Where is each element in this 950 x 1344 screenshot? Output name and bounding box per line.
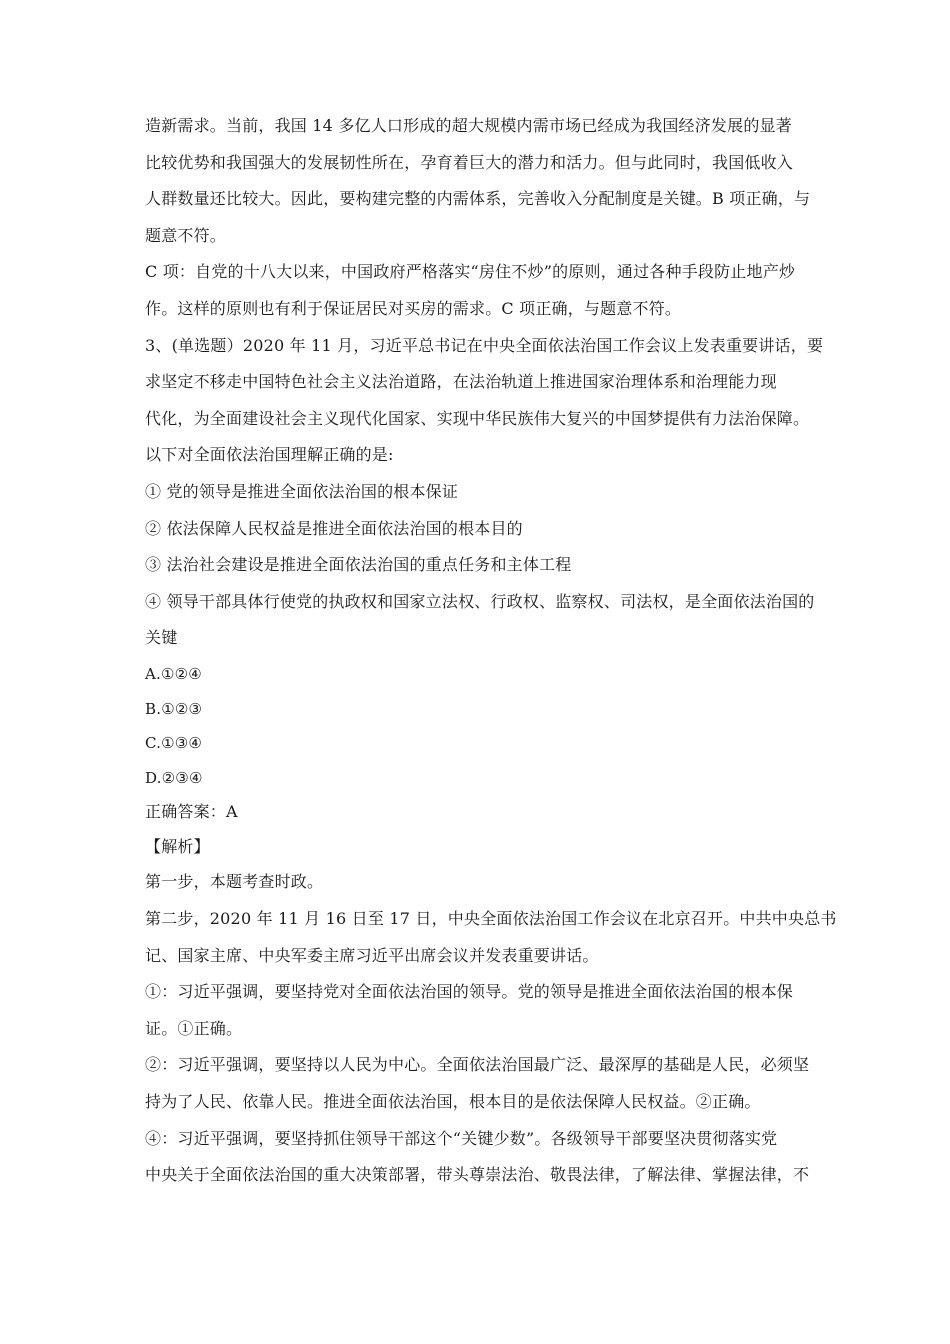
answer-option-c: C.①③④	[145, 734, 203, 753]
question-prompt: 以下对全面依法治国理解正确的是:	[145, 445, 394, 465]
paragraph-line: 人群数量还比较大。因此，要构建完整的内需体系，完善收入分配制度是关键。B 项正确，与	[145, 189, 811, 209]
analysis-line: 记、国家主席、中央军委主席习近平出席会议并发表重要讲话。	[145, 945, 599, 965]
analysis-line: 持为了人民、依靠人民。推进全面依法治国，根本目的是依法保障人民权益。②正确。	[145, 1092, 761, 1112]
paragraph-line: 造新需求。当前，我国 14 多亿人口形成的超大规模内需市场已经成为我国经济发展的显著	[145, 116, 792, 135]
paragraph-line: 题意不符。	[145, 225, 227, 245]
question-stem-line: 3、(单选题）2020 年 11 月，习近平总书记在中央全面依法治国工作会议上发表重要讲话，要	[145, 335, 824, 355]
statement-item: ① 党的领导是推进全面依法治国的根本保证	[145, 481, 459, 501]
document-body	[145, 108, 837, 1194]
analysis-line: ②：习近平强调，要坚持以人民为中心。全面依法治国最广泛、最深厚的基础是人民，必须坚	[145, 1055, 810, 1075]
answer-option-d: D.②③④	[145, 768, 203, 787]
statement-item: ③ 法治社会建设是推进全面依法治国的重点任务和主体工程	[145, 555, 572, 575]
paragraph-line: C 项：自党的十八大以来，中国政府严格落实“房住不炒”的原则，通过各种手段防止地产炒	[145, 262, 796, 282]
correct-answer: 正确答案：A	[145, 802, 238, 822]
analysis-line: 证。①正确。	[145, 1018, 243, 1038]
analysis-line: ①：习近平强调，要坚持党对全面依法治国的领导。党的领导是推进全面依法治国的根本保	[145, 982, 794, 1002]
statement-item-continued: 关键	[145, 628, 178, 648]
answer-option-b: B.①②③	[145, 699, 203, 718]
answer-option-a: A.①②④	[145, 664, 202, 683]
analysis-line: 中央关于全面依法治国的重大决策部署，带头尊崇法治、敬畏法律，了解法律、掌握法律，不	[145, 1165, 810, 1185]
paragraph-line: 比较优势和我国强大的发展韧性所在，孕育着巨大的潜力和活力。但与此同时，我国低收入	[145, 152, 794, 172]
analysis-line: ④：习近平强调，要坚持抓住领导干部这个“关键少数”。各级领导干部要坚决贯彻落实党	[145, 1128, 778, 1148]
statement-item: ④ 领导干部具体行使党的执政权和国家立法权、行政权、监察权、司法权，是全面依法治国的	[145, 591, 815, 611]
analysis-line: 第二步，2020 年 11 月 16 日至 17 日，中央全面依法治国工作会议在北京召开。中共中央总书	[145, 909, 837, 929]
question-stem-line: 求坚定不移走中国特色社会主义法治道路，在法治轨道上推进国家治理体系和治理能力现	[145, 372, 777, 392]
statement-item: ② 依法保障人民权益是推进全面依法治国的根本目的	[145, 518, 523, 538]
analysis-line: 第一步，本题考查时政。	[145, 872, 324, 892]
analysis-heading: 【解析】	[145, 836, 210, 856]
paragraph-line: 作。这样的原则也有利于保证居民对买房的需求。C 项正确，与题意不符。	[145, 298, 682, 318]
question-stem-line: 代化，为全面建设社会主义现代化国家、实现中华民族伟大复兴的中国梦提供有力法治保障。	[145, 408, 810, 428]
